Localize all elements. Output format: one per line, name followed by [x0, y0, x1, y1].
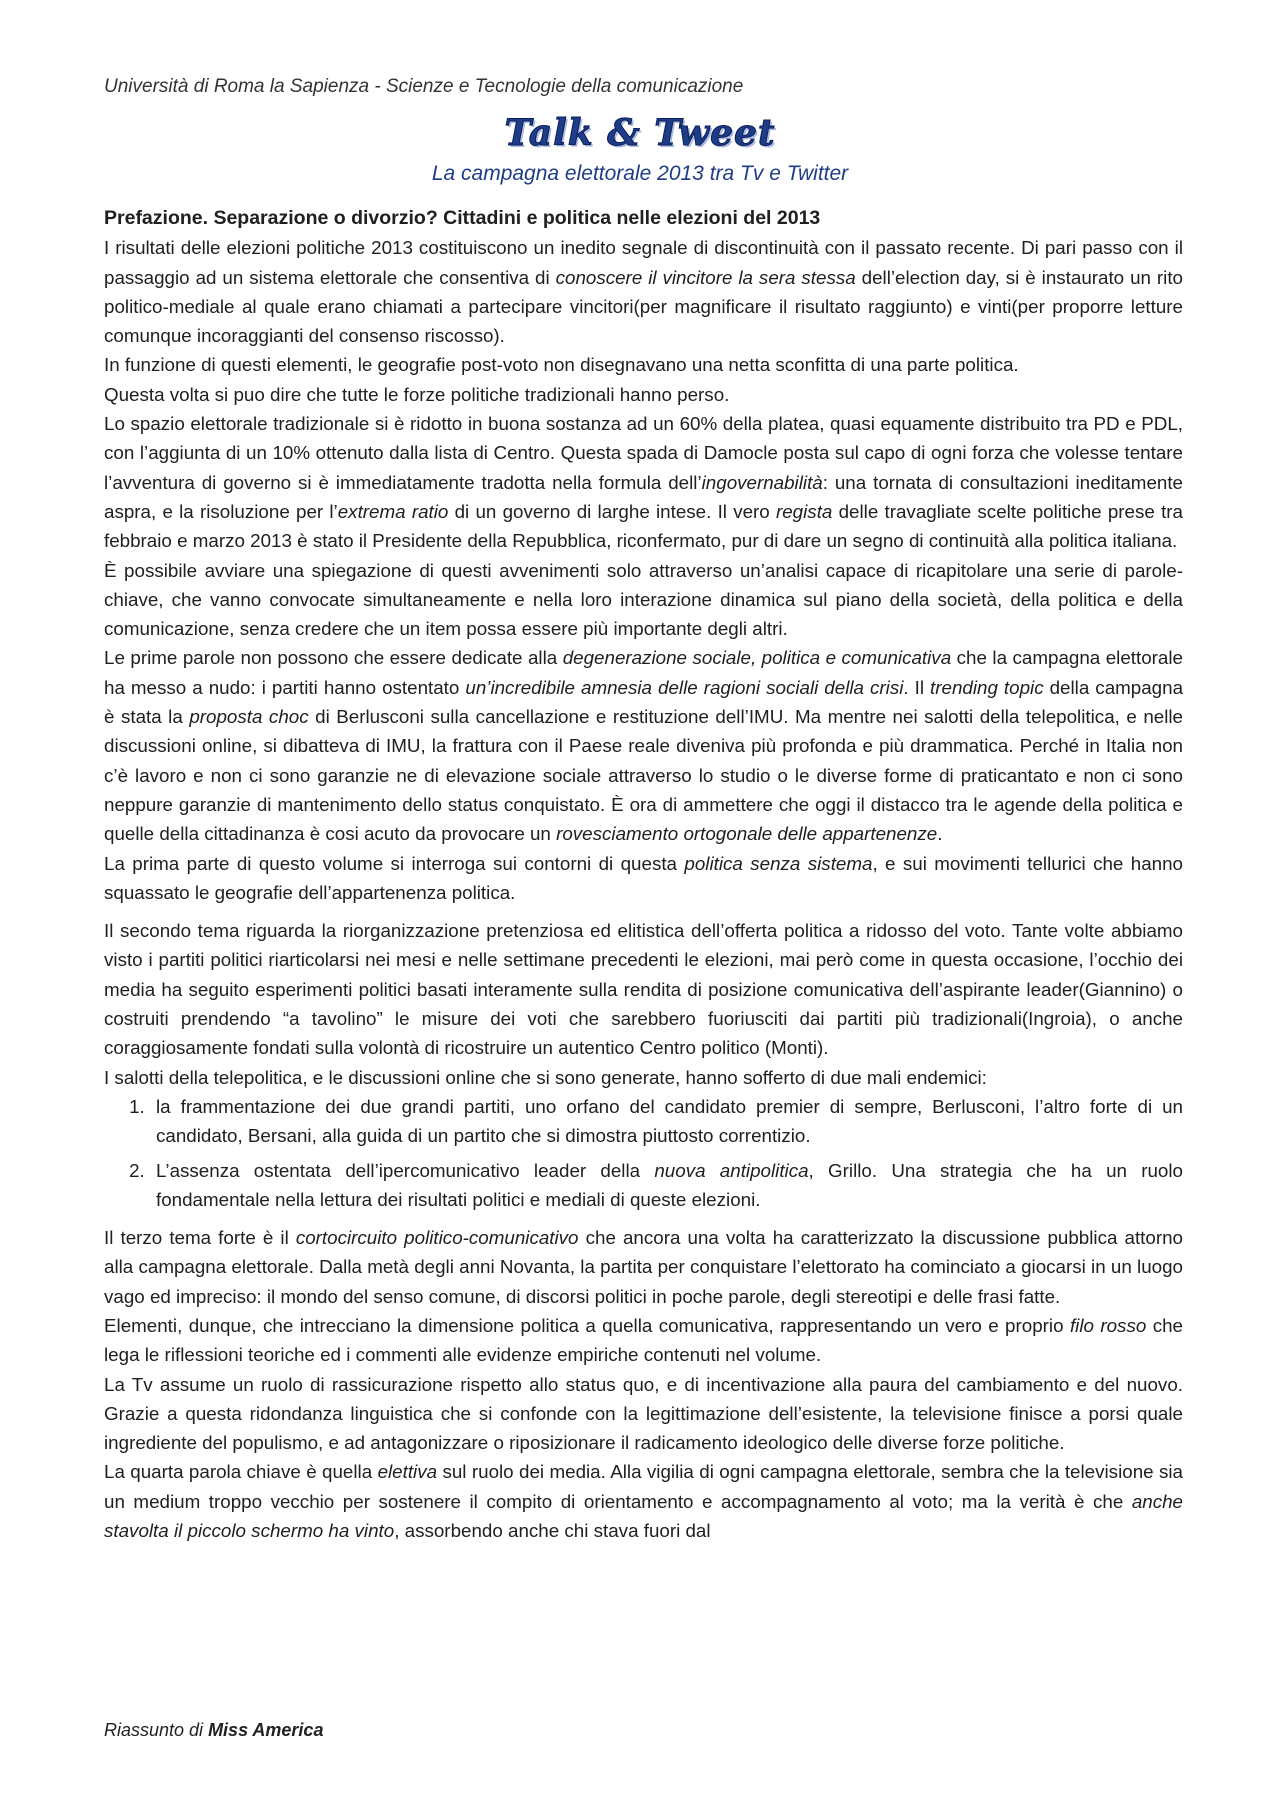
paragraph-13: La quarta parola chiave è quella elettiva sul ruolo dei media. Alla vigilia di ogni campagna elettorale, sembra che la televisione sia un medium troppo vecchio per sostenere il compito di orientamento e accompagnamento al voto; ma la verità è che anche stavolta il piccolo schermo ha vinto, assorbendo anche chi stava fuori dal — [104, 1461, 1183, 1542]
paragraph-9: I salotti della telepolitica, e le discussioni online che si sono generate, hanno sofferto di due mali endemici: — [104, 1066, 987, 1088]
paragraph-1: I risultati delle elezioni politiche 2013 costituiscono un inedito segnale di discontinuità con il passato recente. Di pari passo con il passaggio ad un sistema elettorale che consentiva di conoscere il vincitore la sera stessa dell’election day, si è instaurato un rito politico-mediale al quale erano chiamati a partecipare vincitori(per magnificare il risultato raggiunto) e vinti(per proporre letture comunque incoraggianti del consenso riscosso). — [104, 237, 1183, 347]
document-subtitle: La campagna elettorale 2013 tra Tv e Twitter — [431, 162, 849, 185]
list-item: 1. la frammentazione dei due grandi partiti, uno orfano del candidato premier di sempre, Berlusconi, l’altro forte di un candidato, Bersani, alla guida di un partito che si dimostra piuttosto correntizio. — [150, 1092, 1183, 1151]
institution-header: Università di Roma la Sapienza - Scienze e Tecnologie della comunicazione — [104, 76, 744, 97]
footer-credit: Riassunto di Miss America — [104, 1720, 324, 1740]
paragraph-2: In funzione di questi elementi, le geografie post-voto non disegnavano una netta sconfitta di una parte politica. — [104, 354, 1019, 376]
paragraph-6: Le prime parole non possono che essere dedicate alla degenerazione sociale, politica e comunicativa che la campagna elettorale ha messo a nudo: i partiti hanno ostentato un’incredibile amnesia delle ragioni sociali della crisi. Il trending topic della campagna è stata la proposta choc di Berlusconi sulla cancellazione e restituzione dell’IMU. Ma mentre nei salotti della telepolitica, e nelle discussioni online, si dibatteva di IMU, la frattura con il Paese reale diveniva più profonda e più drammatica. Perché in Italia non c’è lavoro e non ci sono garanzie ne di elevazione sociale attraverso lo studio o le diverse forme di praticantato e non ci sono neppure garanzie di mantenimento dello status conquistato. È ora di ammettere che oggi il distacco tra le agende della politica e quelle della cittadinanza è cosi acuto da provocare un rovesciamento ortogonale delle appartenenze. — [104, 647, 1184, 845]
numbered-list — [104, 1092, 1183, 1214]
paragraph-3: Questa volta si puo dire che tutte le forze politiche tradizionali hanno perso. — [104, 383, 730, 405]
list-item: 2. L’assenza ostentata dell’ipercomunicativo leader della nuova antipolitica, Grillo. Una strategia che ha un ruolo fondamentale nella lettura dei risultati politici e mediali di queste elezioni. — [150, 1156, 1183, 1215]
author-name: Miss America — [208, 1720, 324, 1740]
paragraph-4: Lo spazio elettorale tradizionale si è ridotto in buona sostanza ad un 60% della platea, quasi equamente distribuito tra PD e PDL, con l’aggiunta di un 10% ottenuto dalla lista di Centro. Questa spada di Damocle posta sul capo di ogni forza che volesse tentare l’avventura di governo si è immediatamente tradotta nella formula dell’ingovernabilità: una tornata di consultazioni ineditamente aspra, e la risoluzione per l’extrema ratio di un governo di larghe intese. Il vero regista delle travagliate scelte politiche prese tra febbraio e marzo 2013 è stato il Presidente della Repubblica, riconfermato, pur di dare un segno di continuità alla politica italiana. — [104, 413, 1183, 552]
paragraph-11: Elementi, dunque, che intrecciano la dimensione politica a quella comunicativa, rappresentando un vero e proprio filo rosso che lega le riflessioni teoriche ed i commenti alle evidenze empiriche contenuti nel volume. — [104, 1314, 1183, 1366]
paragraph-5: È possibile avviare una spiegazione di questi avvenimenti solo attraverso un’analisi capace di ricapitolare una serie di parole-chiave, che vanno convocate simultaneamente e nella loro interazione dinamica sul piano della società, della politica e della comunicazione, senza credere che un item possa essere più importante degli altri. — [104, 559, 1183, 640]
paragraph-8: Il secondo tema riguarda la riorganizzazione pretenziosa ed elitistica dell’offerta politica a ridosso del voto. Tante volte abbiamo visto i partiti politici riarticolarsi nei mesi e nelle settimane precedenti le elezioni, mai però come in questa occasione, l’occhio dei media ha seguito esperimenti politici basati interamente sulla rendita di posizione comunicativa dell’aspirante leader(Giannino) o costruiti prendendo “a tavolino” le misure dei voti che sarebbero fuoriusciti dai partiti più tradizionali(Ingroia), o anche coraggiosamente fondati sulla volontà di ricostruire un autentico Centro politico (Monti). — [104, 920, 1183, 1059]
paragraph-10: Il terzo tema forte è il cortocircuito politico-comunicativo che ancora una volta ha caratterizzato la discussione pubblica attorno alla campagna elettorale. Dalla metà degli anni Novanta, la partita per conquistare l’elettorato ha cominciato a giocarsi in un luogo vago ed impreciso: il mondo del senso comune, di discorsi politici in poche parole, degli stereotipi e delle frasi fatte. — [104, 1227, 1183, 1307]
paragraph-12: La Tv assume un ruolo di rassicurazione rispetto allo status quo, e di incentivazione alla paura del cambiamento e del nuovo. Grazie a questa ridondanza linguistica che si confonde con la legittimazione dell’esistente, la televisione finisce a porsi quale ingrediente del populismo, e ad antagonizzare o riposizionare il radicamento ideologico delle diverse forze politiche. — [104, 1373, 1183, 1454]
paragraph-7: La prima parte di questo volume si interroga sui contorni di questa politica senza sistema, e sui movimenti tellurici che hanno squassato le geografie dell’appartenenza politica. — [104, 852, 1183, 903]
document-title: Talk & Tweet — [504, 112, 776, 154]
document-body — [104, 204, 1183, 1545]
section-heading: Prefazione. Separazione o divorzio? Cittadini e politica nelle elezioni del 2013 — [104, 207, 821, 229]
